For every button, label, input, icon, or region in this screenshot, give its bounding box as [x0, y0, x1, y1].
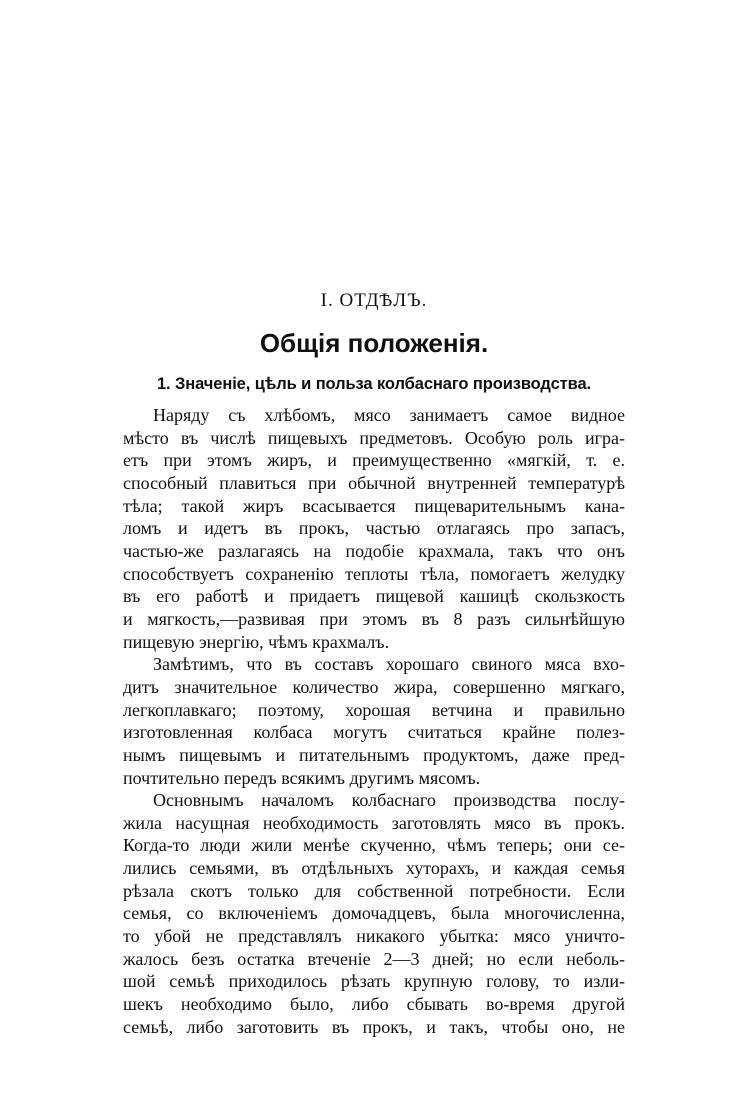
text-line: дитъ значительное количество жира, совершенно мягкаго, [123, 676, 625, 697]
text-line: шекъ необходимо было, либо сбывать во-время другой [123, 994, 625, 1015]
text-line: то убой не представлялъ никакого убытка: мясо уничто- [123, 926, 625, 947]
text-line: Когда-то люди жили менѣе скученно, чѣмъ теперь; они се- [123, 835, 625, 856]
text-line: изготовленная колбаса могутъ считаться крайне полез- [123, 722, 625, 743]
text-line: Замѣтимъ, что въ составъ хорошаго свиного мяса вхо- [153, 654, 625, 675]
text-line: ломъ и идетъ въ прокъ, частью отлагаясь про запасъ, [123, 518, 625, 539]
paragraph-1 [123, 404, 625, 653]
text-line: пищевую энергію, чѣмъ крахмалъ. [123, 631, 390, 652]
section-subtitle: 1. Значеніе, цѣль и польза колбаснаго производства. [156, 375, 592, 393]
text-line: частью-же разлагаясь на подобіе крахмала, такъ что онъ [123, 540, 625, 561]
text-line: нымъ пищевымъ и питательнымъ продуктомъ, даже пред- [123, 744, 625, 765]
text-line: легкоплавкаго; поэтому, хорошая ветчина и правильно [123, 699, 625, 720]
text-line: шой семьѣ приходилось рѣзать крупную голову, то изли- [123, 971, 625, 992]
paragraph-3 [123, 789, 625, 1038]
text-line: семьѣ, либо заготовить въ прокъ, и такъ, чтобы оно, не [123, 1016, 625, 1037]
text-line: способный плавиться при обычной внутренней температурѣ [123, 472, 625, 493]
text-line: почтительно передъ всякимъ другимъ мясомъ. [123, 767, 481, 788]
page-title: Общія положенія. [259, 328, 489, 358]
text-line: жалось безъ остатка втеченіе 2—3 дней; но если неболь- [123, 948, 625, 969]
text-line: рѣзала скотъ только для собственной потребности. Если [123, 880, 625, 901]
section-label: I. ОТДѢЛЪ. [320, 290, 428, 311]
text-line: лились семьями, въ отдѣльныхъ хуторахъ, и каждая семья [123, 858, 625, 879]
text-line: способствуетъ сохраненію теплоты тѣла, помогаетъ желудку [123, 563, 625, 584]
text-line: мѣсто въ числѣ пищевыхъ предметовъ. Особую роль игра- [123, 427, 625, 448]
body-text [123, 404, 625, 1038]
text-line: въ его работѣ и придаетъ пищевой кашицѣ скользкость [123, 586, 625, 607]
paragraph-2 [123, 653, 625, 789]
text-line: Основнымъ началомъ колбаснаго производства послу- [153, 790, 625, 811]
text-line: етъ при этомъ жиръ, и преимущественно «мягкій, т. е. [123, 450, 625, 471]
text-line: и мягкость,—развивая при этомъ въ 8 разъ сильнѣйшую [123, 608, 625, 629]
text-line: тѣла; такой жиръ всасывается пищеварительнымъ кана- [123, 495, 625, 516]
text-line: семья, со включеніемъ домочадцевъ, была многочисленна, [123, 903, 625, 924]
text-line: Наряду съ хлѣбомъ, мясо занимаетъ самое видное [153, 405, 625, 425]
text-line: жила насущная необходимость заготовлять мясо въ прокъ. [123, 812, 625, 833]
